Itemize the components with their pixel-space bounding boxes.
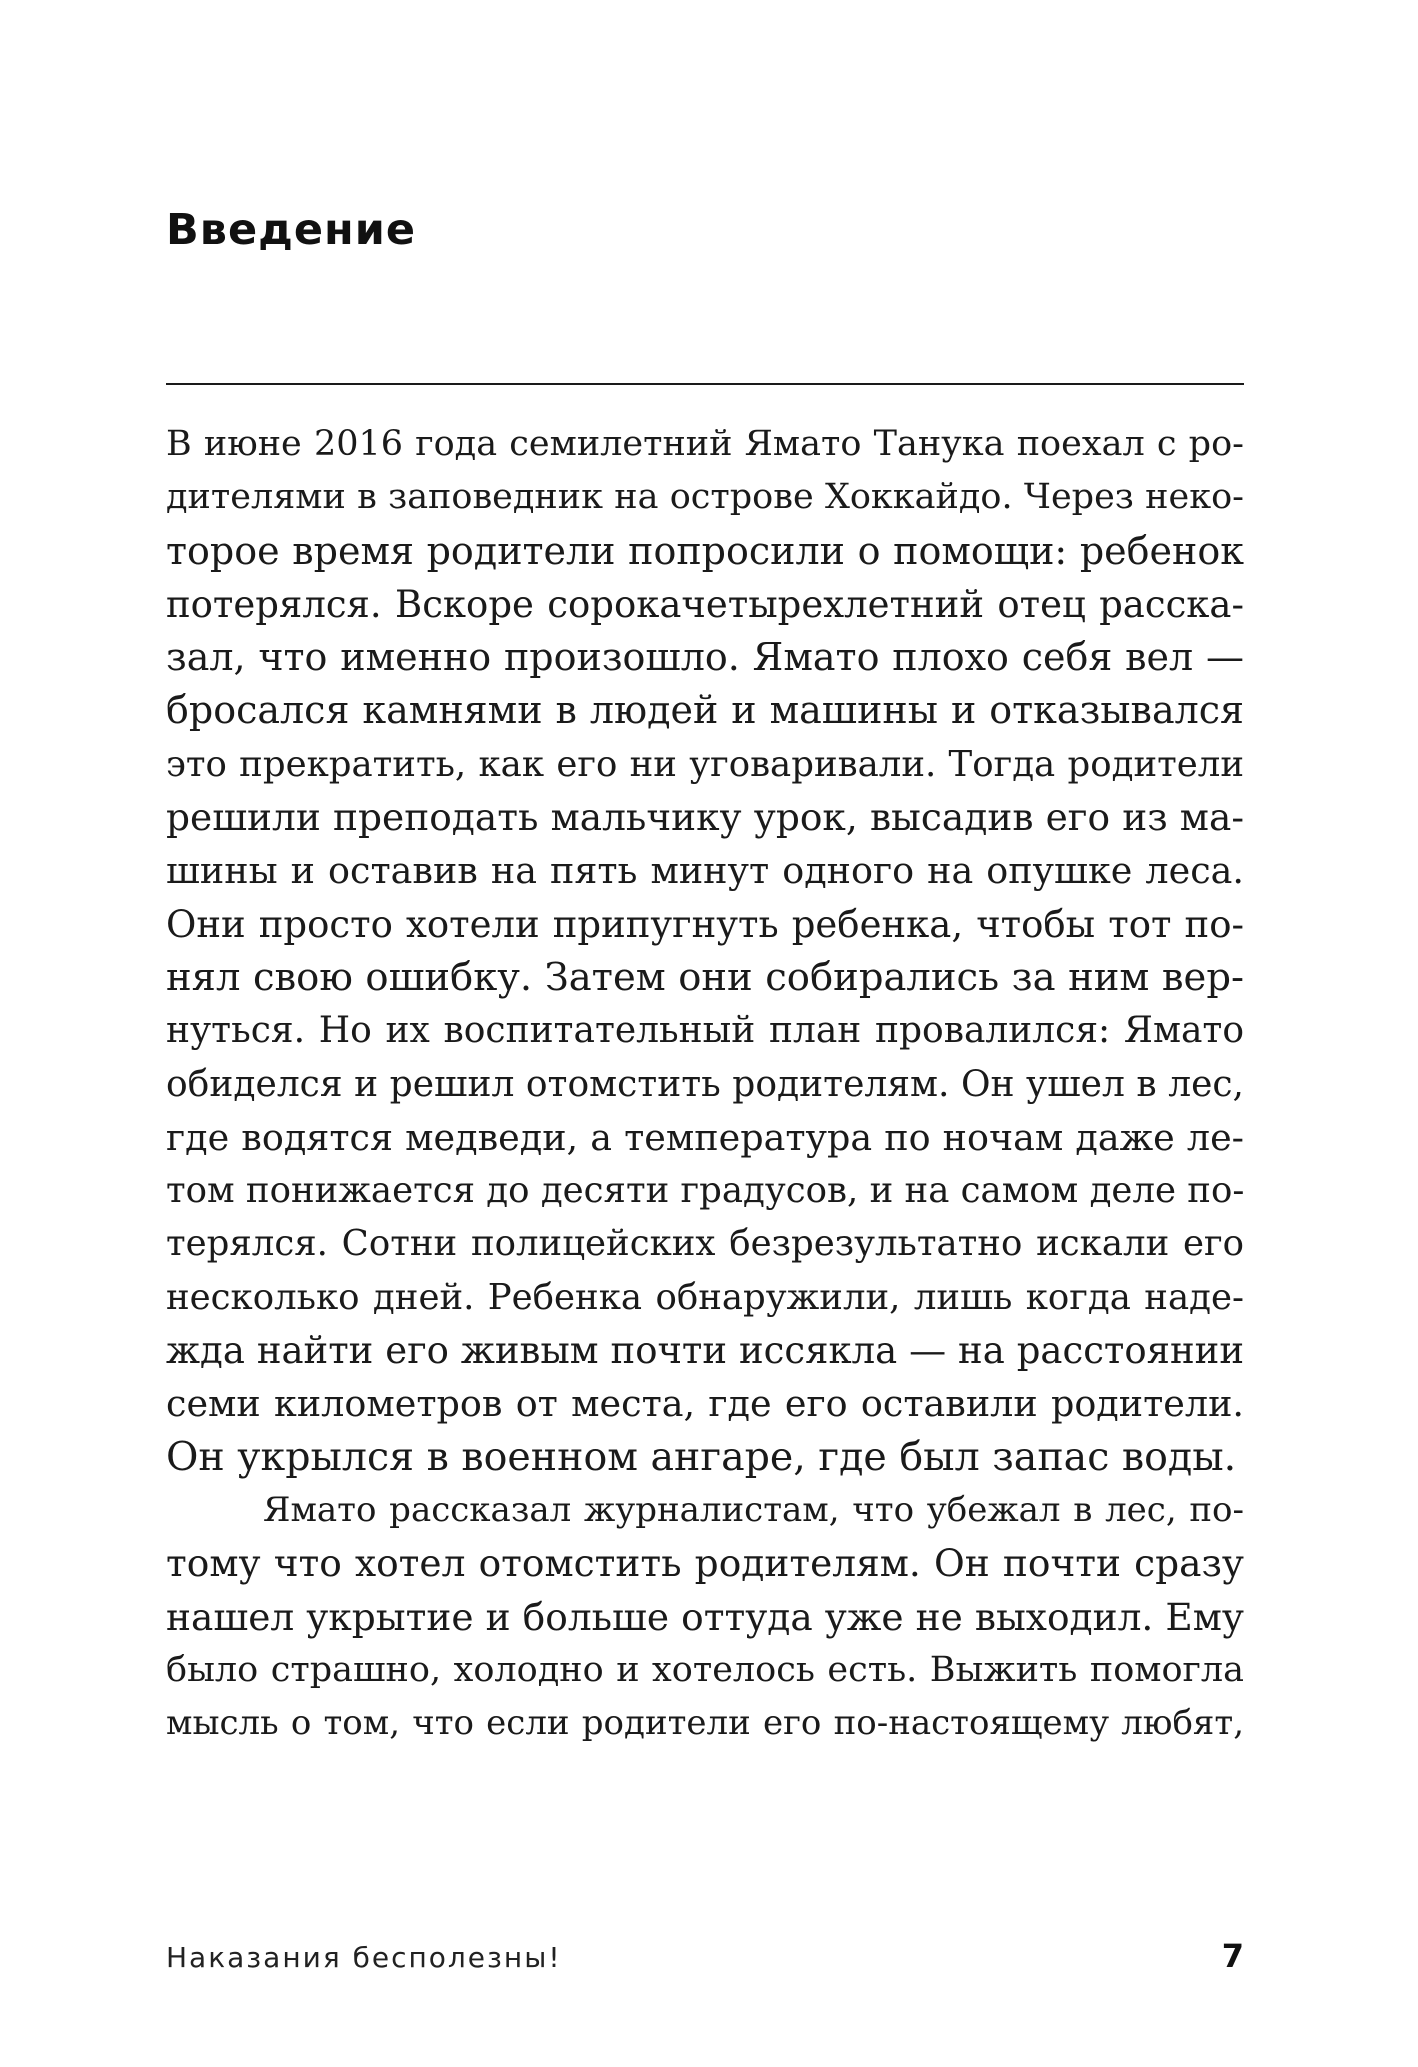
text-line: это прекратить, как его ни уговаривали. Тогда родители: [166, 743, 1244, 785]
text-line: зал, что именно произошло. Ямато плохо себя вел —: [166, 635, 1244, 680]
text-line: том понижается до десяти градусов, и на самом деле по-: [166, 1170, 1245, 1212]
text-line: нуться. Но их воспитательный план провалился: Ямато: [166, 1010, 1244, 1052]
text-line: терялся. Сотни полицейских безрезультатно искали его: [166, 1223, 1244, 1265]
text-line: мысль о том, что если родители его по-настоящему любят,: [166, 1703, 1244, 1744]
text-line: несколько дней. Ребенка обнаружили, лишь когда наде-: [166, 1276, 1244, 1318]
text-line: Он укрылся в военном ангаре, где был запас воды.: [166, 1433, 1237, 1480]
chapter-title: Введение: [166, 205, 417, 255]
text-line: было страшно, холодно и хотелось есть. Выжить помогла: [166, 1649, 1244, 1690]
text-line: Ямато рассказал журналистам, что убежал в лес, по-: [263, 1489, 1244, 1530]
text-line: Они просто хотели припугнуть ребенка, чтобы тот по-: [166, 902, 1244, 946]
text-line: шины и оставив на пять минут одного на опушке леса.: [166, 849, 1244, 893]
horizontal-rule: [166, 383, 1244, 385]
text-line: решили преподать мальчику урок, высадив его из ма-: [166, 795, 1244, 840]
text-line: бросался камнями в людей и машины и отказывался: [166, 688, 1244, 733]
text-line: жда найти его живым почти иссякла — на расстоянии: [166, 1329, 1244, 1373]
text-line: где водятся медведи, а температура по ночам даже ле-: [166, 1115, 1244, 1159]
body-text: [166, 418, 1244, 1750]
text-line: потерялся. Вскоре сорокачетырехлетний отец расска-: [166, 582, 1244, 626]
text-line: обиделся и решил отомстить родителям. Он ушел в лес,: [166, 1063, 1244, 1105]
text-line: тому что хотел отомстить родителям. Он почти сразу: [166, 1541, 1244, 1586]
running-footer-title: Наказания бесполезны!: [166, 1941, 562, 1974]
text-line: торое время родители попросили о помощи: ребенок: [166, 528, 1244, 573]
text-line: нашел укрытие и больше оттуда уже не выходил. Ему: [166, 1594, 1244, 1639]
text-line: семи километров от места, где его оставили родители.: [166, 1382, 1244, 1426]
text-line: В июне 2016 года семилетний Ямато Танука поехал с ро-: [166, 424, 1244, 464]
text-line: дителями в заповедник на острове Хоккайдо. Через неко-: [166, 477, 1244, 518]
text-line: нял свою ошибку. Затем они собирались за ним вер-: [166, 954, 1244, 1000]
page-number: 7: [1221, 1937, 1244, 1975]
